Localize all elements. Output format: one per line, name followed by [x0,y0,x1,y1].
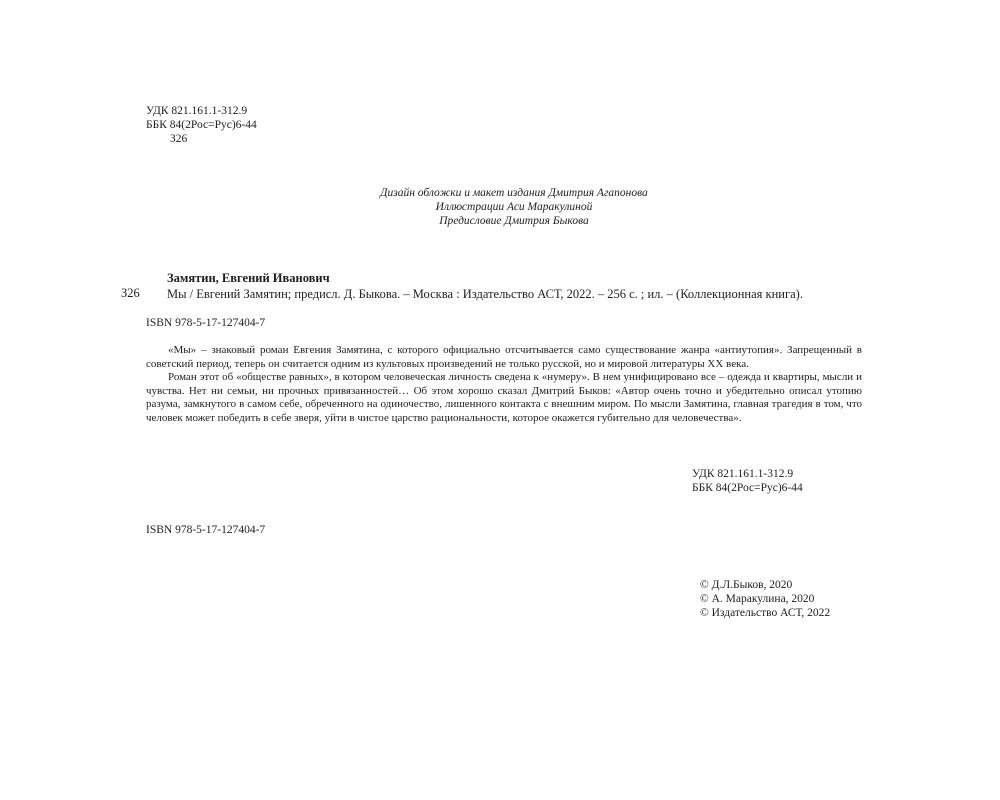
credit-design: Дизайн обложки и макет издания Дмитрия Агапонова [380,187,648,199]
credit-illustrations: Иллюстрации Аси Маракулиной [435,201,593,213]
bbk-code-bottom: ББК 84(2Рос=Рус)6-44 [692,482,803,494]
annotation-paragraph: Роман этот об «обществе равных», в котором человеческая личность сведена к «нумеру». В нем унифицировано все – одежда и квартиры, мысли и чувства. Нет ни семьи, ни прочных привязанностей… Об этом хорошо сказал Дмитрий Быков: «Автор очень точно и убедительно описал утопию разума, замкнутого в самом себе, обреченного на одиночество, лишенного контакта с внешним миром. По мысли Замятина, главная трагедия в том, что человек может победить в себе зверя, уйти в чистое царство рациональности, которое окажется губительно для человечества». [146,371,862,424]
udk-code-bottom: УДК 821.161.1-312.9 [692,468,794,480]
annotation [146,344,862,426]
udk-code-top: УДК 821.161.1-312.9 [146,105,248,117]
author-heading: Замятин, Евгений Иванович [167,271,330,285]
bibliographic-description: Мы / Евгений Замятин; предисл. Д. Быкова. – Москва : Издательство АСТ, 2022. – 256 с. ; ил. – (Коллекционная книга). [167,287,803,301]
copyright-line: © А. Маракулина, 2020 [700,593,815,605]
isbn-bottom: ISBN 978-5-17-127404-7 [146,524,266,536]
isbn-top: ISBN 978-5-17-127404-7 [146,317,266,329]
author-mark-top: З26 [170,133,188,145]
author-mark: З26 [121,286,140,300]
annotation-paragraph: «Мы» – знаковый роман Евгения Замятина, с которого официально отсчитывается само существование жанра «антиутопия». Запрещенный в советский период, теперь он считается одним из культовых произведений не только русской, но и мировой литературы XX века. [146,344,862,370]
credit-preface: Предисловие Дмитрия Быкова [439,215,589,227]
copyright-line: © Д.Л.Быков, 2020 [700,579,793,591]
copyright-line: © Издательство АСТ, 2022 [700,607,831,619]
bbk-code-top: ББК 84(2Рос=Рус)6-44 [146,119,257,131]
